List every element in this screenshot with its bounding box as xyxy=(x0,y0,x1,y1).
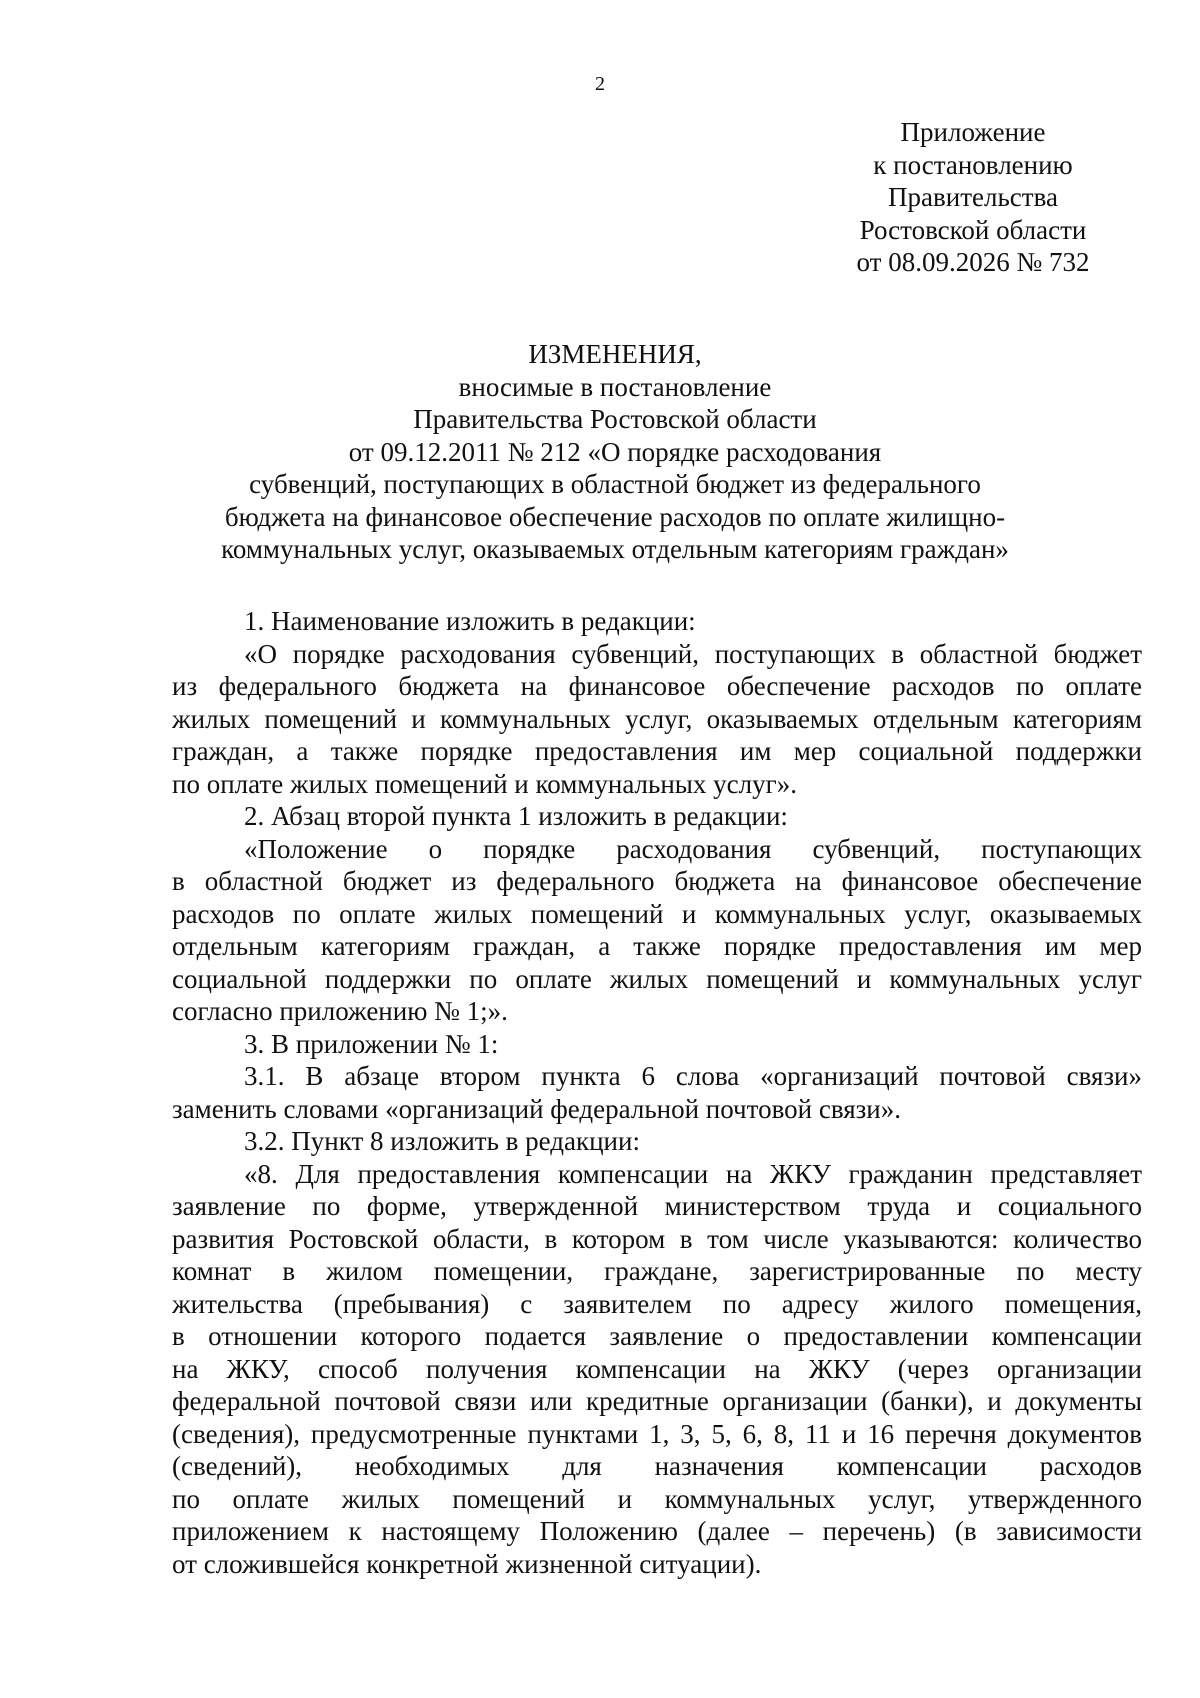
body-text-line: жительства (пребывания) с заявителем по адресу жилого помещения, xyxy=(172,1288,1142,1319)
body-text-line: комнат в жилом помещении, граждане, зарегистрированные по месту xyxy=(172,1256,1142,1286)
body-text-line: заявление по форме, утвержденной министерством труда и социального xyxy=(172,1191,1142,1221)
body-text-line: в отношении которого подается заявление о предоставлении компенсации xyxy=(172,1321,1142,1351)
heading-line: бюджета на финансовое обеспечение расходов по оплате жилищно- xyxy=(224,501,1006,532)
appendix-block xyxy=(838,116,1108,279)
appendix-line: Приложение xyxy=(900,117,1046,147)
body-text-line: от сложившейся конкретной жизненной ситуации). xyxy=(172,1548,762,1579)
body-text-line: отдельным категориям граждан, а также порядке предоставления им мер xyxy=(172,931,1142,961)
body-text-line: заменить словами «организаций федеральной почтовой связи». xyxy=(172,1093,901,1124)
body-text-line: 3.2. Пункт 8 изложить в редакции: xyxy=(244,1126,640,1156)
body-text-line: федеральной почтовой связи или кредитные организации (банки), и документы xyxy=(172,1386,1142,1416)
body-text-line: социальной поддержки по оплате жилых помещений и коммунальных услуг xyxy=(172,963,1142,994)
heading-title: ИЗМЕНЕНИЯ, xyxy=(528,339,702,369)
body-text-line: «8. Для предоставления компенсации на ЖКУ гражданин представляет xyxy=(244,1158,1142,1189)
body-text-line: по оплате жилых помещений и коммунальных услуг». xyxy=(172,768,797,799)
body-text-line: «Положение о порядке расходования субвенций, поступающих xyxy=(244,833,1142,864)
appendix-line: Ростовской области xyxy=(859,214,1087,245)
body-text-line: (сведений), необходимых для назначения компенсации расходов xyxy=(172,1451,1142,1481)
body-text-line: 1. Наименование изложить в редакции: xyxy=(244,606,696,636)
appendix-line: Правительства xyxy=(888,182,1058,212)
body-text-line: из федерального бюджета на финансовое обеспечение расходов по оплате xyxy=(172,671,1142,701)
body-text-line: жилых помещений и коммунальных услуг, оказываемых отдельным категориям xyxy=(172,703,1142,734)
page-number: 2 xyxy=(595,73,605,95)
heading-line: Правительства Ростовской области xyxy=(413,404,817,434)
body-text-line: «О порядке расходования субвенций, поступающих в областной бюджет xyxy=(244,638,1142,669)
body-text-line: 3. В приложении № 1: xyxy=(244,1028,499,1059)
appendix-line: к постановлению xyxy=(873,149,1073,180)
body-text-line: приложением к настоящему Положению (далее – перечень) (в зависимости xyxy=(172,1516,1142,1546)
body-text-line: в областной бюджет из федерального бюджета на финансовое обеспечение xyxy=(172,866,1142,896)
heading-line: вносимые в постановление xyxy=(458,371,772,402)
body-text-line: расходов по оплате жилых помещений и коммунальных услуг, оказываемых xyxy=(172,898,1142,929)
document-heading xyxy=(172,338,1058,566)
appendix-line: от 08.09.2026 № 732 xyxy=(856,247,1090,277)
heading-line: субвенций, поступающих в областной бюджет из федерального xyxy=(249,469,981,499)
body-text-line: (сведения), предусмотренные пунктами 1, 3, 5, 6, 8, 11 и 16 перечня документов xyxy=(172,1418,1142,1449)
body-text-line: развития Ростовской области, в котором в том числе указываются: количество xyxy=(172,1223,1142,1254)
document-body xyxy=(172,605,1142,1580)
heading-line: от 09.12.2011 № 212 «О порядке расходования xyxy=(348,436,882,467)
body-text-line: 2. Абзац второй пункта 1 изложить в редакции: xyxy=(244,801,788,831)
body-text-line: по оплате жилых помещений и коммунальных услуг, утвержденного xyxy=(172,1483,1142,1514)
body-text-line: на ЖКУ, способ получения компенсации на ЖКУ (через организации xyxy=(172,1353,1142,1384)
body-text-line: согласно приложению № 1;». xyxy=(172,996,508,1026)
heading-line: коммунальных услуг, оказываемых отдельным категориям граждан» xyxy=(221,534,1009,564)
body-text-line: граждан, а также порядке предоставления им мер социальной поддержки xyxy=(172,736,1142,766)
body-text-line: 3.1. В абзаце втором пункта 6 слова «организаций почтовой связи» xyxy=(244,1061,1142,1091)
